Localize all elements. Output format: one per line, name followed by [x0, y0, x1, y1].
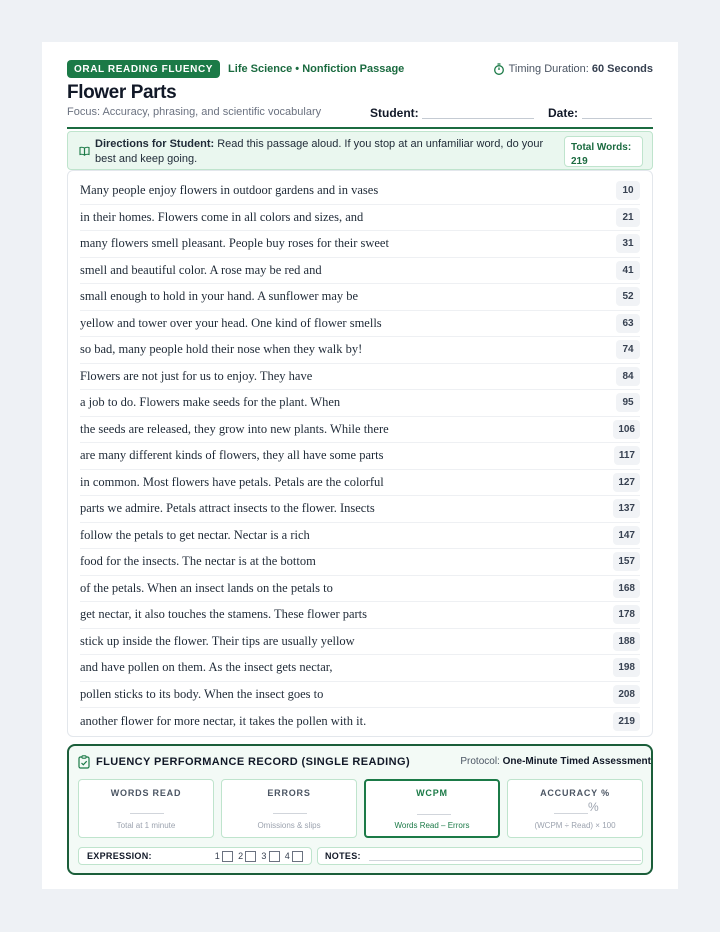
expression-option-4	[285, 851, 303, 862]
header-divider	[67, 127, 653, 129]
word-count: 95	[616, 393, 640, 412]
line-text: so bad, many people hold their nose when they walk by!	[80, 342, 363, 357]
wcpm-label: WCPM	[416, 788, 448, 798]
line-text: Flowers are not just for us to enjoy. They have	[80, 368, 313, 383]
directions-label: Directions for Student:	[95, 138, 215, 150]
timing-value: 60 Seconds	[591, 63, 653, 75]
passage-line	[80, 576, 640, 603]
errors-box[interactable]	[221, 779, 357, 838]
passage-line	[80, 496, 640, 523]
book-icon	[79, 146, 90, 156]
option-label: 4	[284, 851, 290, 861]
word-count: 168	[613, 579, 640, 598]
passage-line	[80, 284, 640, 311]
worksheet-page	[42, 42, 678, 889]
line-text: and have pollen on them. As the insect gets nectar,	[80, 660, 333, 675]
record-title: FLUENCY PERFORMANCE RECORD (SINGLE READING)	[96, 756, 411, 768]
line-text: are many different kinds of flowers, they all have some parts	[80, 448, 384, 463]
word-count: 127	[613, 473, 640, 492]
word-count: 198	[613, 658, 640, 677]
line-text: parts we admire. Petals attract insects to the flower. Insects	[80, 501, 375, 516]
passage-line	[80, 470, 640, 497]
stopwatch-icon	[493, 63, 505, 75]
page-title: Flower Parts	[67, 82, 177, 103]
line-text: in common. Most flowers have petals. Petals are the colorful	[80, 474, 384, 489]
wcpm-box[interactable]	[364, 779, 500, 838]
student-name-field[interactable]	[422, 118, 534, 119]
line-text: food for the insects. The nectar is at the bottom	[80, 554, 316, 569]
fluency-record-panel	[67, 744, 653, 875]
student-label: Student:	[370, 106, 419, 120]
line-text: pollen sticks to its body. When the insect goes to	[80, 686, 324, 701]
total-words-box	[564, 136, 643, 167]
word-count: 219	[613, 712, 640, 731]
expression-option-1	[215, 851, 233, 862]
protocol-label: Protocol:	[460, 756, 500, 767]
errors-sub: Omissions & slips	[257, 821, 321, 830]
line-text: Many people enjoy flowers in outdoor gardens and in vases	[80, 183, 379, 198]
words-read-line	[130, 813, 164, 814]
notes-field[interactable]	[369, 860, 641, 861]
date-field[interactable]	[582, 118, 652, 119]
errors-line	[273, 813, 307, 814]
expression-checkbox-4[interactable]	[292, 851, 303, 862]
line-text: get nectar, it also touches the stamens. These flower parts	[80, 607, 368, 622]
timing-label: Timing Duration:	[508, 63, 589, 75]
passage-line	[80, 178, 640, 205]
expression-checkbox-2[interactable]	[245, 851, 256, 862]
line-text: stick up inside the flower. Their tips are usually yellow	[80, 633, 355, 648]
total-words-value: 219	[571, 156, 588, 167]
option-label: 3	[261, 851, 267, 861]
passage-line	[80, 602, 640, 629]
word-count: 137	[613, 499, 640, 518]
accuracy-sub: (WCPM ÷ Read) × 100	[534, 821, 616, 830]
expression-label: EXPRESSION:	[87, 851, 152, 861]
line-text: another flower for more nectar, it takes the pollen with it.	[80, 713, 367, 728]
word-count: 21	[616, 208, 640, 227]
passage-line	[80, 549, 640, 576]
word-count: 74	[616, 340, 640, 359]
line-text: follow the petals to get nectar. Nectar is a rich	[80, 527, 310, 542]
subject-label: Life Science • Nonfiction Passage	[228, 63, 405, 75]
line-text: in their homes. Flowers come in all colors and sizes, and	[80, 209, 364, 224]
notes-label: NOTES:	[325, 851, 361, 861]
expression-option-2	[238, 851, 256, 862]
line-text: yellow and tower over your head. One kind of flower smells	[80, 315, 382, 330]
expression-scale	[210, 851, 303, 862]
errors-label: ERRORS	[267, 788, 311, 798]
percent-sign: %	[588, 800, 599, 814]
word-count: 147	[613, 526, 640, 545]
expression-checkbox-1[interactable]	[222, 851, 233, 862]
directions-panel	[67, 131, 653, 170]
protocol-value: One-Minute Timed Assessment	[502, 756, 651, 767]
word-count: 157	[613, 552, 640, 571]
passage-line	[80, 231, 640, 258]
wcpm-line	[417, 814, 451, 815]
word-count: 117	[614, 446, 640, 465]
accuracy-box[interactable]	[507, 779, 643, 838]
word-count: 41	[616, 261, 640, 280]
word-count: 84	[616, 367, 640, 386]
line-text: a job to do. Flowers make seeds for the plant. When	[80, 395, 341, 410]
words-read-label: WORDS READ	[110, 788, 182, 798]
passage-line	[80, 417, 640, 444]
passage-line	[80, 205, 640, 232]
option-label: 2	[238, 851, 244, 861]
passage-line	[80, 708, 640, 735]
word-count: 208	[613, 685, 640, 704]
passage-panel	[67, 170, 653, 737]
option-label: 1	[214, 851, 221, 861]
directions-body: Read this passage aloud. If you stop at an unfamiliar word, do your best and keep going.	[95, 138, 544, 165]
passage-line	[80, 258, 640, 285]
words-read-box[interactable]	[78, 779, 214, 838]
passage-line	[80, 682, 640, 709]
focus-text: Focus: Accuracy, phrasing, and scientific vocabulary	[67, 106, 322, 118]
protocol-info	[460, 756, 651, 767]
line-text: the seeds are released, they grow into new plants. While there	[80, 421, 389, 436]
passage-line	[80, 311, 640, 338]
expression-option-3	[261, 851, 279, 862]
line-text: small enough to hold in your hand. A sunflower may be	[80, 289, 359, 304]
accuracy-line	[554, 813, 588, 814]
assessment-badge: ORAL READING FLUENCY	[67, 60, 220, 78]
passage-line	[80, 523, 640, 550]
word-count: 63	[616, 314, 640, 333]
passage-line	[80, 337, 640, 364]
passage-line	[80, 364, 640, 391]
timing-info	[493, 63, 653, 75]
line-text: of the petals. When an insect lands on the petals to	[80, 580, 333, 595]
passage-line	[80, 443, 640, 470]
word-count: 178	[613, 605, 640, 624]
wcpm-sub: Words Read – Errors	[394, 821, 470, 830]
score-boxes	[78, 779, 643, 838]
word-count: 52	[616, 287, 640, 306]
line-text: many flowers smell pleasant. People buy roses for their sweet	[80, 236, 389, 251]
word-count: 10	[616, 181, 640, 200]
total-words-label: Total Words:	[571, 142, 632, 153]
expression-checkbox-3[interactable]	[269, 851, 280, 862]
accuracy-label: ACCURACY %	[540, 788, 610, 798]
notes-row	[317, 847, 643, 865]
clipboard-icon	[78, 755, 90, 769]
words-read-sub: Total at 1 minute	[116, 821, 176, 830]
directions-text	[95, 137, 557, 167]
word-count: 188	[613, 632, 640, 651]
passage-line	[80, 390, 640, 417]
expression-row	[78, 847, 312, 865]
line-text: smell and beautiful color. A rose may be red and	[80, 262, 322, 277]
date-label: Date:	[548, 106, 579, 120]
passage-line	[80, 629, 640, 656]
word-count: 31	[616, 234, 640, 253]
passage-line	[80, 655, 640, 682]
header-bar	[67, 60, 653, 78]
word-count: 106	[613, 420, 640, 439]
